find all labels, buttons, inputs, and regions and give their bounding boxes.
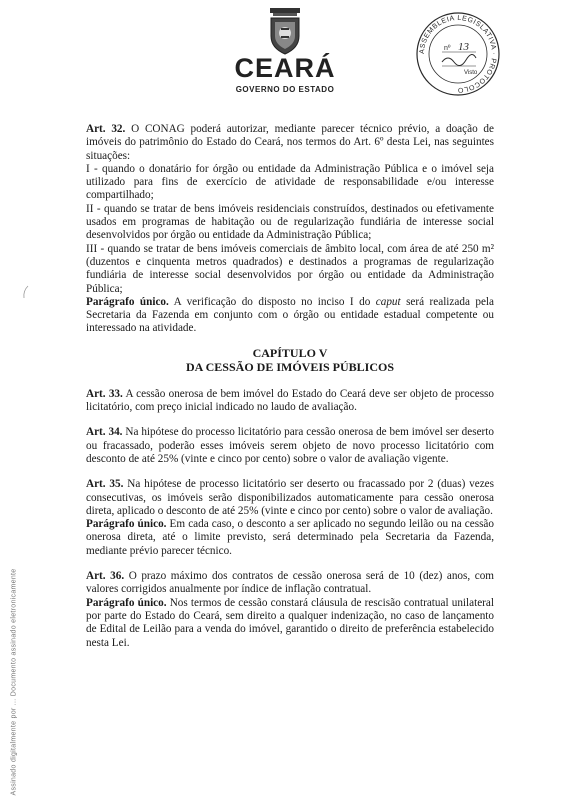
art-36-sole-paragraph bbox=[86, 597, 494, 650]
stamp-visto: Visto bbox=[464, 70, 478, 76]
document-body bbox=[86, 123, 494, 650]
art-33-text: A cessão onerosa de bem imóvel do Estado do Ceará deve ser objeto de processo licitatório, com preço inicial indicado no laudo de avaliação. bbox=[86, 387, 494, 414]
art-34-label: Art. 34. bbox=[86, 426, 123, 439]
art-36-sole-text: Nos termos de cessão constará cláusula de rescisão contratual unilateral por parte do Estado do Ceará, sem direito a qualquer indenização, no caso de lançamento de Edital de Leilão para a venda do imóvel, garantido o direito de preferência estabelecido nesta Lei. bbox=[86, 596, 494, 649]
art-33-label: Art. 33. bbox=[86, 387, 123, 400]
art-32-sole-label: Parágrafo único. bbox=[86, 295, 169, 308]
svg-text:ASSEMBLEIA LEGISLATIVA · PROTO bbox=[419, 15, 497, 93]
art-35-text: Na hipótese de processo licitatório ser deserto ou fracassado por 2 (duas) vezes consecutivas, os imóveis serão disponibilizados automaticamente para cessão onerosa direta, aplicado o desconto de até 25% (vinte e cinco por cento) sobre o valor de avaliação. bbox=[86, 478, 494, 517]
protocol-stamp-icon bbox=[414, 10, 502, 98]
state-crest-icon bbox=[266, 6, 304, 56]
margin-mark-icon bbox=[22, 285, 30, 299]
art-36-label: Art. 36. bbox=[86, 570, 125, 583]
art-32-item-1: I - quando o donatário for órgão ou entidade da Administração Pública e o imóvel seja utilizado para fins de exercício de atividade de responsabilidade e/ou interesse compartilhado; bbox=[86, 162, 494, 202]
logo-text: CEARÁ bbox=[234, 53, 336, 83]
art-32-sole-text-a: A verificação do disposto no inciso I do bbox=[168, 295, 376, 308]
caput-term: caput bbox=[375, 295, 401, 308]
art-32-text: O CONAG poderá autorizar, mediante parecer técnico prévio, a doação de imóveis do patrimônio do Estado do Ceará, nos termos do Art. 6º desta Lei, nas seguintes situações: bbox=[86, 123, 494, 162]
art-34-text: Na hipótese do processo licitatório para cessão onerosa de bem imóvel ser deserto ou fracassado, poderão esses imóveis serem objeto de novo processo licitatório com desconto de até 25% (vinte e cinco por cento) sobre o valor de avaliação vigente. bbox=[86, 426, 494, 465]
stamp-number: 13 bbox=[458, 41, 469, 53]
logo-subtitle: GOVERNO DO ESTADO bbox=[235, 85, 335, 94]
art-32-item-2: II - quando se tratar de bens imóveis residenciais construídos, destinados ou efetivamente usados em programas de habitação ou de regularização fundiária de interesse social desenvolvidos por órgão ou entidade da Administração Pública; bbox=[86, 202, 494, 242]
svg-text:nº: nº bbox=[444, 45, 451, 52]
art-34-paragraph bbox=[86, 426, 494, 466]
margin-signature-text: Assinado digitalmente por ... Documento assinado eletronicamente bbox=[10, 568, 18, 796]
art-36-sole-label: Parágrafo único. bbox=[86, 596, 167, 609]
art-33-paragraph bbox=[86, 388, 494, 415]
stamp-arc-text: ASSEMBLEIA LEGISLATIVA · PROTOCOLO bbox=[418, 14, 498, 94]
chapter-title: CAPÍTULO V bbox=[252, 345, 328, 360]
art-32-paragraph bbox=[86, 123, 494, 163]
art-35-label: Art. 35. bbox=[86, 478, 124, 491]
art-32-item-3: III - quando se tratar de bens imóveis comerciais de âmbito local, com área de até 250 m² (duzentos e cinquenta metros quadrados) e destinados a programas de regularização fundiária de interesse social desenvolvidos por órgão ou entidade da Administração Pública; bbox=[86, 242, 494, 295]
art-35-sole-text: Em cada caso, o desconto a ser aplicado no segundo leilão ou na cessão onerosa direta, até o limite previsto, será determinado pela Secretaria da Fazenda, mediante prévio parecer técnico. bbox=[86, 518, 494, 557]
art-36-paragraph bbox=[86, 570, 494, 597]
art-32-label: Art. 32. bbox=[86, 123, 126, 135]
art-35-sole-label: Parágrafo único. bbox=[86, 518, 167, 531]
chapter-subtitle: DA CESSÃO DE IMÓVEIS PÚBLICOS bbox=[185, 359, 395, 374]
art-36-text: O prazo máximo dos contratos de cessão onerosa será de 10 (dez) anos, com valores corrigidos anualmente por índice de inflação contratual. bbox=[86, 570, 494, 596]
art-35-sole-paragraph bbox=[86, 518, 494, 558]
art-35-paragraph bbox=[86, 478, 494, 518]
art-32-sole-text-b: será realizada pela Secretaria da Fazenda em conjunto com o órgão ou entidade estadual competente ou interessado na atividade. bbox=[86, 295, 494, 335]
art-32-sole-paragraph bbox=[86, 296, 494, 336]
